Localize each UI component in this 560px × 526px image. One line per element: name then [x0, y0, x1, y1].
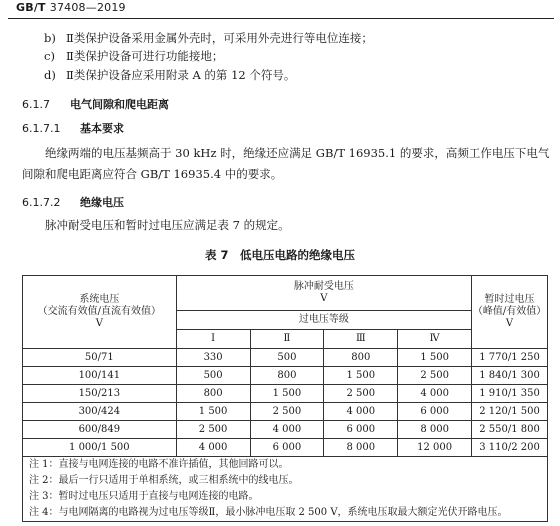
impulse-voltage-header — [176, 276, 471, 311]
table-note-1: 注 1：直接与电网连接的电路不准许插值，其他回路可以。 — [23, 457, 548, 474]
impulse-cell-ii: 1 500 — [250, 385, 324, 403]
impulse-cell-iii: 1 500 — [324, 367, 398, 385]
list-marker: d) — [44, 68, 56, 82]
table-row — [23, 421, 548, 439]
system-voltage-label: 系统电压 — [79, 294, 120, 305]
list-marker: c) — [44, 49, 55, 63]
paragraph-insulation-voltage: 脉冲耐受电压和暂时过电压应满足表 7 的规定。 — [45, 218, 290, 232]
section-title: 绝缘电压 — [80, 196, 124, 209]
standard-prefix: GB/T — [16, 1, 46, 14]
section-title: 基本要求 — [80, 122, 124, 135]
header-rule — [8, 18, 554, 19]
category-header-iii: Ⅲ — [324, 330, 398, 349]
section-title: 电气间隙和爬电距离 — [70, 98, 169, 111]
category-header-i: Ⅰ — [176, 330, 250, 349]
impulse-cell-iii: 2 500 — [324, 385, 398, 403]
impulse-cell-i: 1 500 — [176, 403, 250, 421]
temporary-overvoltage-header — [472, 276, 548, 349]
table-row — [23, 349, 548, 367]
temporary-overvoltage-qualifier: （峰值/有效值） — [472, 306, 547, 317]
table-note-2: 注 2：最后一行只适用于单相系统，或三相系统中的线电压。 — [23, 473, 548, 489]
list-marker: b) — [44, 31, 56, 45]
impulse-cell-iii: 800 — [324, 349, 398, 367]
temporary-overvoltage-unit: V — [505, 318, 514, 329]
impulse-cell-i: 2 500 — [176, 421, 250, 439]
list-item-d — [44, 67, 295, 83]
paragraph-basic-requirements: 绝缘两端的电压基频高于 30 kHz 时，绝缘还应满足 GB/T 16935.1 的要求，高频工作电压下电气间隙和爬电距离应符合 GB/T 16935.4 中的要求。 — [22, 146, 550, 181]
overvoltage-category-header: 过电压等级 — [176, 311, 471, 330]
table-row — [23, 439, 548, 457]
table-note-row — [23, 489, 548, 505]
list-item-c — [44, 48, 223, 64]
system-voltage-cell: 50/71 — [23, 349, 177, 367]
section-number: 6.1.7 — [22, 98, 50, 111]
table-note-3: 注 3：暂时过电压只适用于直接与电网连接的电路。 — [23, 489, 548, 505]
impulse-cell-iii: 8 000 — [324, 439, 398, 457]
temporary-overvoltage-cell: 1 910/1 350 — [472, 385, 548, 403]
impulse-cell-i: 800 — [176, 385, 250, 403]
table-caption: 表 7 低电压电路的绝缘电压 — [204, 248, 355, 262]
temporary-overvoltage-cell: 1 840/1 300 — [472, 367, 548, 385]
system-voltage-cell: 600/849 — [23, 421, 177, 439]
temporary-overvoltage-label: 暂时过电压 — [484, 294, 535, 305]
category-header-iv: Ⅳ — [398, 330, 472, 349]
impulse-cell-iii: 4 000 — [324, 403, 398, 421]
table-note-row — [23, 457, 548, 474]
temporary-overvoltage-cell: 2 550/1 800 — [472, 421, 548, 439]
impulse-cell-iii: 6 000 — [324, 421, 398, 439]
section-heading-6-1-7-1 — [22, 120, 124, 136]
impulse-cell-ii: 2 500 — [250, 403, 324, 421]
impulse-voltage-unit: V — [320, 293, 328, 304]
standard-id — [16, 1, 126, 14]
system-voltage-cell: 100/141 — [23, 367, 177, 385]
impulse-cell-iv: 12 000 — [398, 439, 472, 457]
temporary-overvoltage-cell: 3 110/2 200 — [472, 439, 548, 457]
section-number: 6.1.7.2 — [22, 196, 61, 209]
list-item-b — [44, 30, 373, 46]
impulse-cell-iv: 1 500 — [398, 349, 472, 367]
impulse-cell-ii: 500 — [250, 349, 324, 367]
system-voltage-unit: V — [95, 318, 103, 329]
impulse-cell-iv: 2 500 — [398, 367, 472, 385]
system-voltage-cell: 1 000/1 500 — [23, 439, 177, 457]
impulse-cell-iv: 4 000 — [398, 385, 472, 403]
impulse-cell-ii: 6 000 — [250, 439, 324, 457]
insulation-voltage-table — [22, 275, 548, 522]
table-note-row — [23, 473, 548, 489]
category-header-ii: Ⅱ — [250, 330, 324, 349]
table-row — [23, 403, 548, 421]
table-note-row — [23, 505, 548, 522]
system-voltage-qualifier: （交流有效值/直流有效值） — [37, 306, 162, 317]
impulse-cell-ii: 800 — [250, 367, 324, 385]
table-note-4: 注 4：与电网隔离的电路视为过电压等级Ⅱ，最小脉冲电压取 2 500 V，系统电压取最大额定光伏开路电压。 — [23, 505, 548, 522]
system-voltage-cell: 300/424 — [23, 403, 177, 421]
impulse-cell-i: 500 — [176, 367, 250, 385]
table-row — [23, 385, 548, 403]
impulse-cell-i: 4 000 — [176, 439, 250, 457]
impulse-cell-i: 330 — [176, 349, 250, 367]
list-text: Ⅱ类保护设备应采用附录 A 的第 12 个符号。 — [66, 68, 296, 82]
standard-number: 37408—2019 — [49, 1, 126, 14]
impulse-cell-iv: 6 000 — [398, 403, 472, 421]
list-text: Ⅱ类保护设备可进行功能接地； — [66, 49, 224, 63]
section-heading-6-1-7-2 — [22, 194, 124, 210]
table-header-row-1 — [23, 276, 548, 311]
section-number: 6.1.7.1 — [22, 122, 61, 135]
table-row — [23, 367, 548, 385]
impulse-cell-iv: 8 000 — [398, 421, 472, 439]
section-heading-6-1-7 — [22, 96, 169, 112]
system-voltage-header — [23, 276, 177, 349]
impulse-cell-ii: 4 000 — [250, 421, 324, 439]
list-text: Ⅱ类保护设备采用金属外壳时，可采用外壳进行等电位连接； — [66, 31, 373, 45]
system-voltage-cell: 150/213 — [23, 385, 177, 403]
temporary-overvoltage-cell: 1 770/1 250 — [472, 349, 548, 367]
temporary-overvoltage-cell: 2 120/1 500 — [472, 403, 548, 421]
impulse-voltage-label: 脉冲耐受电压 — [293, 281, 354, 292]
